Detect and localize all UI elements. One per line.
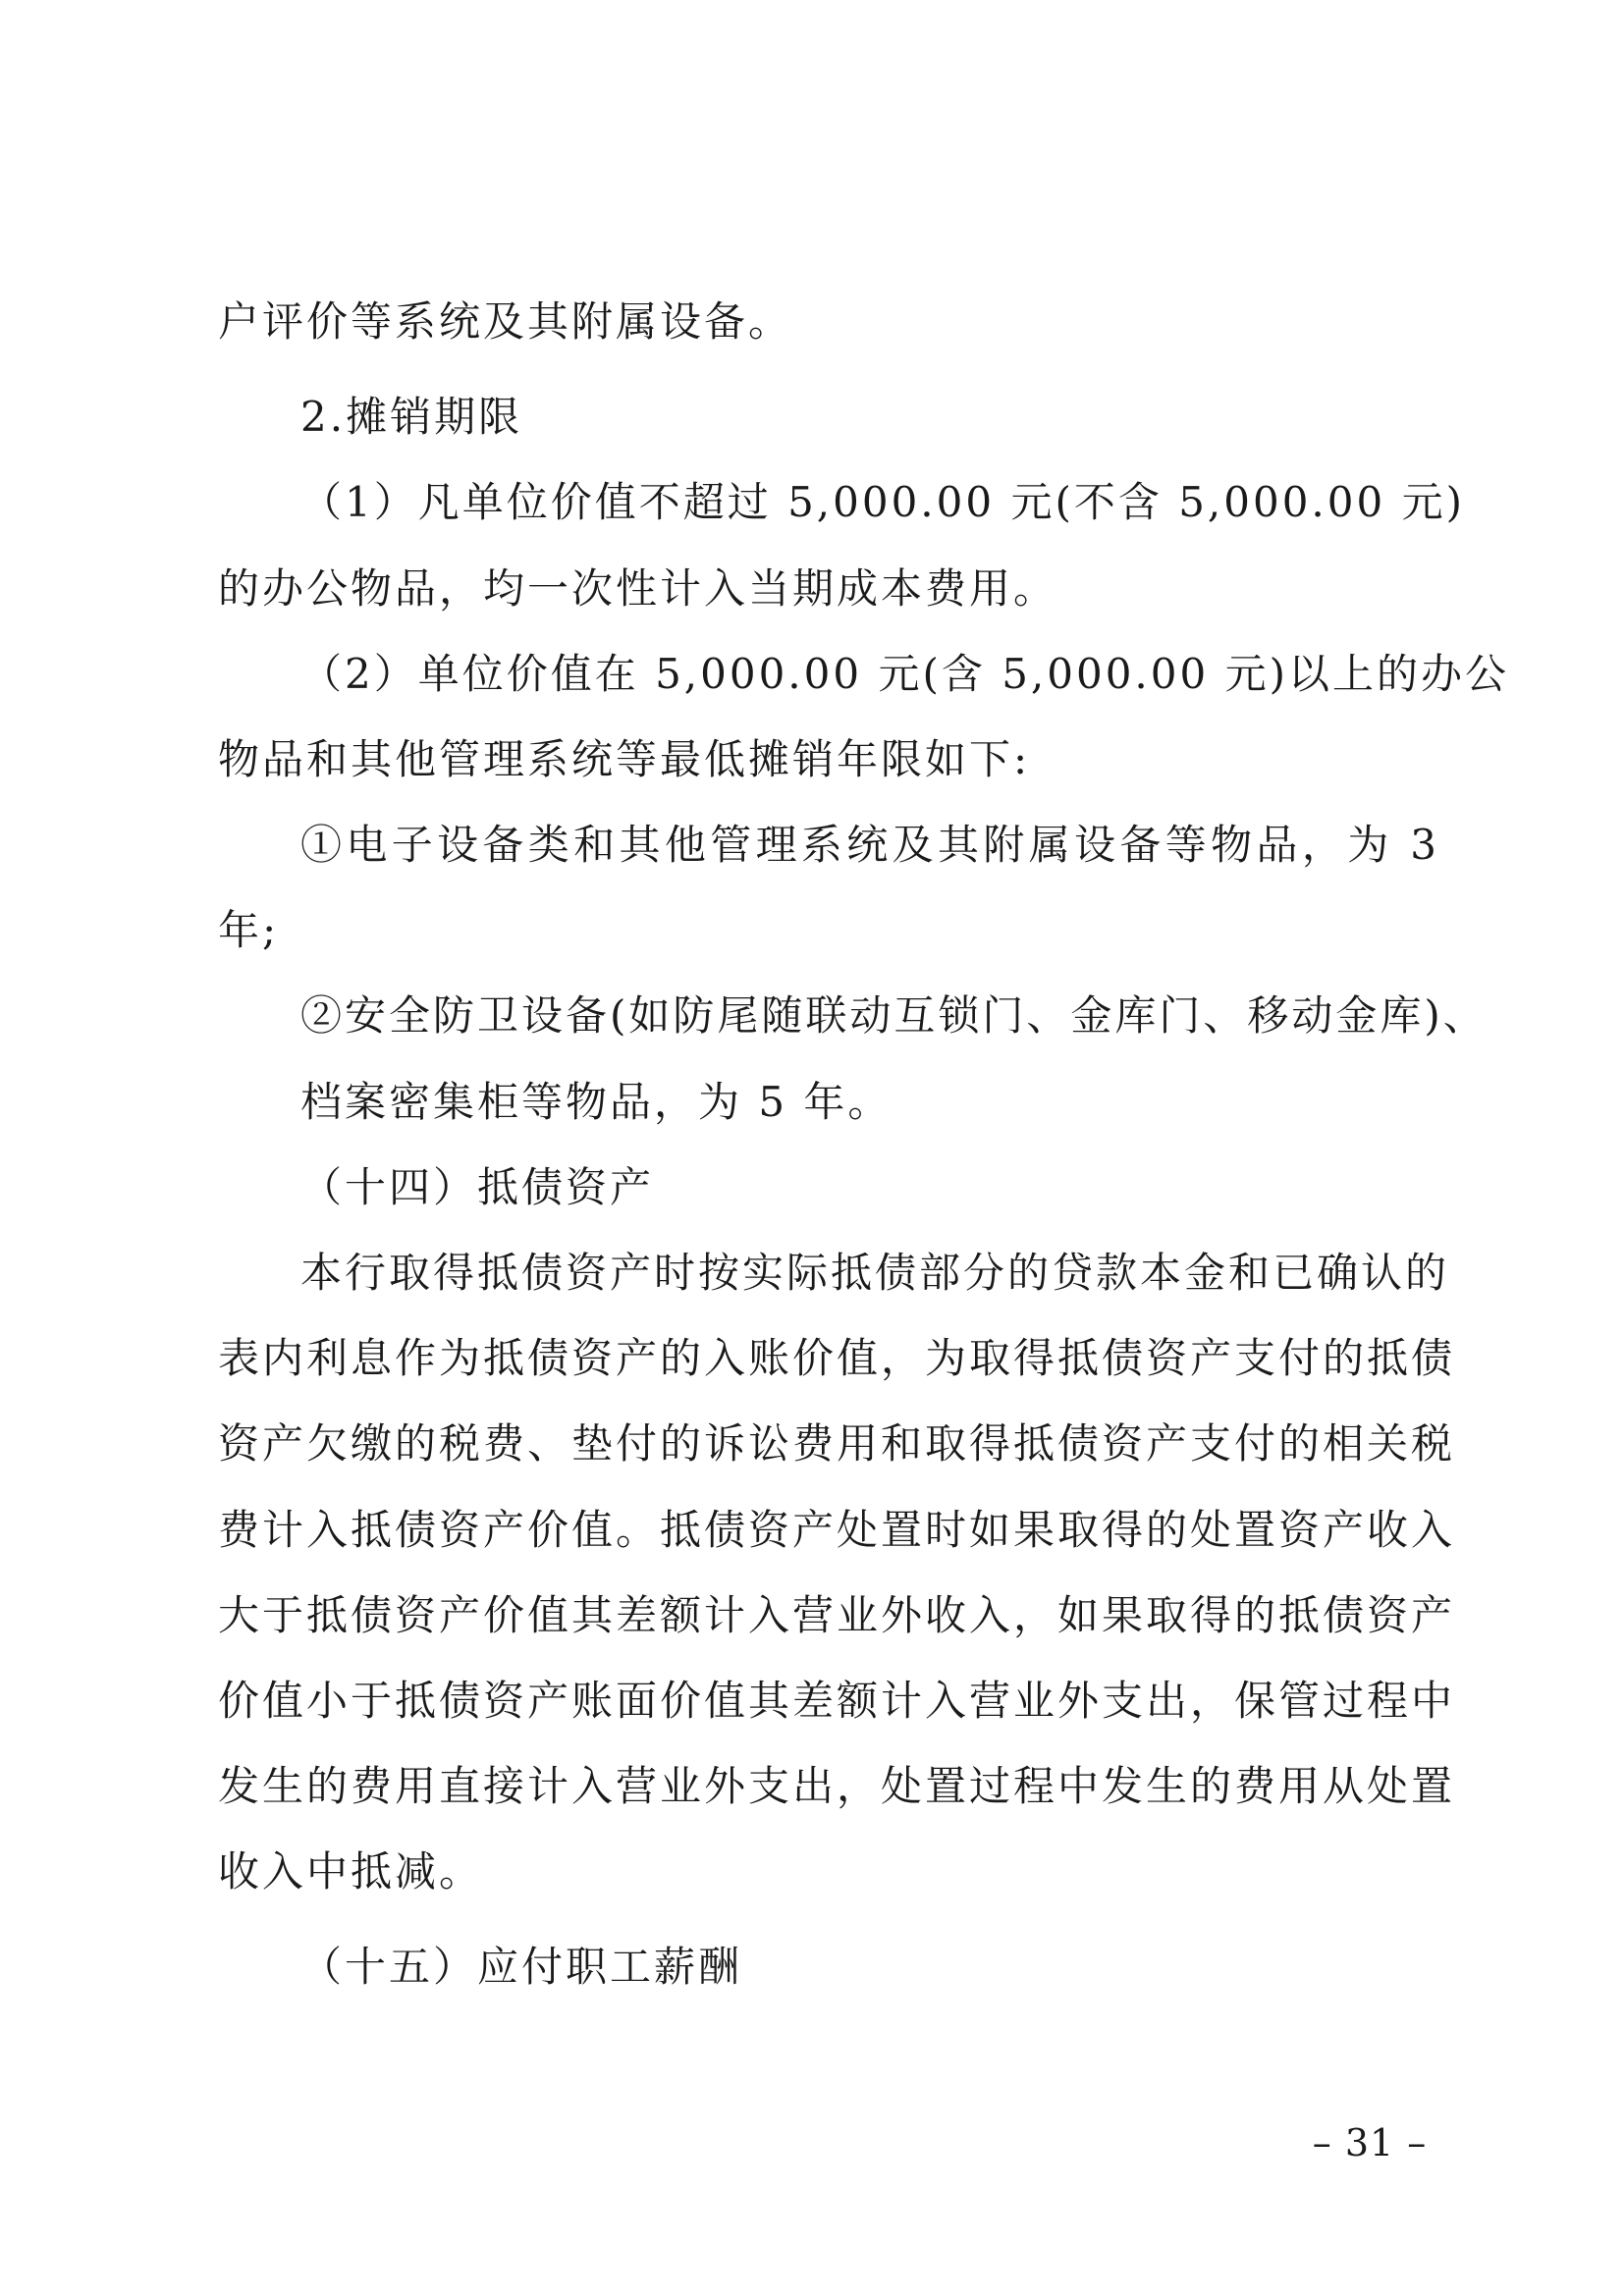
text-line-1: 户评价等系统及其附属设备。 — [218, 297, 793, 346]
text-line-12: 本行取得抵债资产时按实际抵债部分的贷款本金和已确认的 — [300, 1249, 1450, 1297]
text-line-7: ①电子设备类和其他管理系统及其附属设备等物品，为 3 — [300, 821, 1439, 869]
text-line-18: 发生的费用直接计入营业外支出，处置过程中发生的费用从处置 — [218, 1762, 1456, 1810]
text-line-4: 的办公物品，均一次性计入当期成本费用。 — [218, 564, 1058, 613]
text-line-13: 表内利息作为抵债资产的入账价值，为取得抵债资产支付的抵债 — [218, 1334, 1456, 1382]
text-line-8: 年; — [218, 906, 280, 954]
section-heading-fifteen: （十五）应付职工薪酬 — [300, 1943, 743, 1991]
text-line-10: 档案密集柜等物品，为 5 年。 — [300, 1078, 893, 1126]
text-line-3: （1）凡单位价值不超过 5,000.00 元(不含 5,000.00 元) — [300, 478, 1465, 526]
text-line-19: 收入中抵减。 — [218, 1847, 484, 1896]
text-line-5: （2）单位价值在 5,000.00 元(含 5,000.00 元)以上的办公 — [300, 650, 1509, 698]
text-line-6: 物品和其他管理系统等最低摊销年限如下: — [218, 735, 1031, 783]
text-line-14: 资产欠缴的税费、垫付的诉讼费用和取得抵债资产支付的相关税 — [218, 1419, 1456, 1468]
text-line-17: 价值小于抵债资产账面价值其差额计入营业外支出，保管过程中 — [218, 1677, 1456, 1725]
page-number: – 31 – — [1312, 2121, 1428, 2164]
text-line-2: 2.摊销期限 — [300, 393, 523, 441]
text-line-16: 大于抵债资产价值其差额计入营业外收入，如果取得的抵债资产 — [218, 1591, 1456, 1639]
text-line-15: 费计入抵债资产价值。抵债资产处置时如果取得的处置资产收入 — [218, 1506, 1456, 1554]
section-heading-fourteen: （十四）抵债资产 — [300, 1163, 655, 1211]
text-line-9: ②安全防卫设备(如防尾随联动互锁门、金库门、移动金库)、 — [300, 991, 1488, 1040]
